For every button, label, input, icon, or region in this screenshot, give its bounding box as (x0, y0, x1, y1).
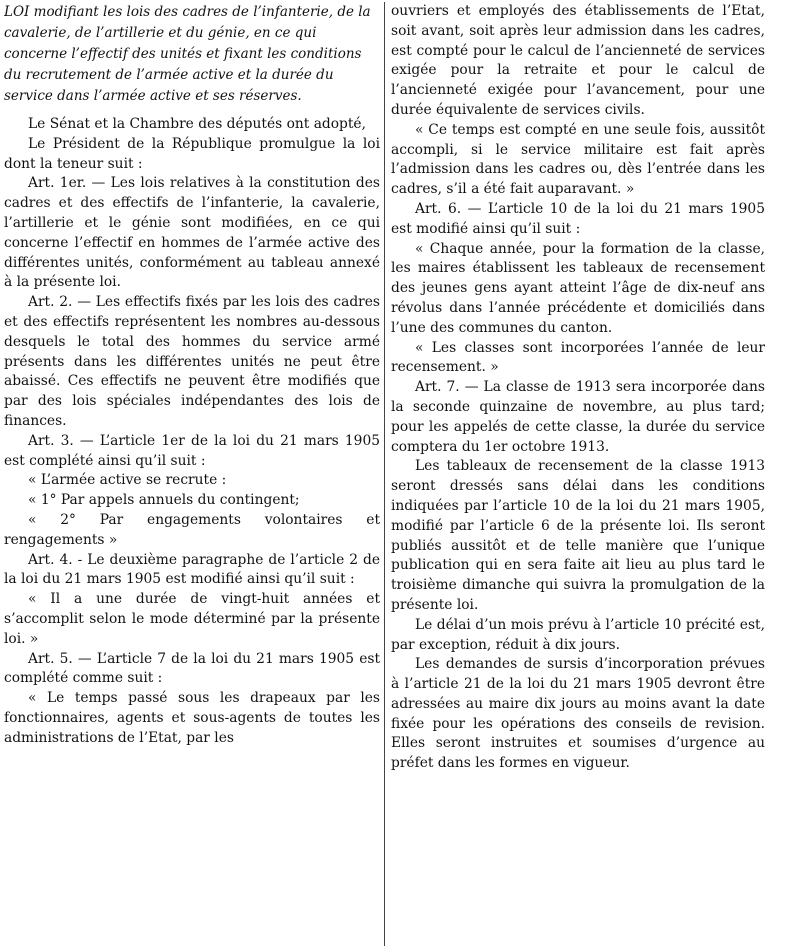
article-5-quote-2: « Ce temps est compté en une seule fois, aussitôt accompli, si le service militaire est fait après l’admission dans les cadres ou, dès l’entrée dans les cadres, s’il a été fait auparavant. » (391, 121, 765, 198)
article-5-quote-continued: ouvriers et employés des établissements de l’Etat, soit avant, soit après leur admission dans les cadres, est compté pour le calcul de l’ancienneté de services exigée pour la retraite et pour le calcul de l’ancienneté exigée pour l’avancement, pour une durée équivalente de services civils. (391, 3, 765, 118)
article-7-tables: Les tableaux de recensement de la classe 1913 seront dressés sans délai dans les conditions indiquées par l’article 10 de la loi du 21 mars 1905, modifié par l’article 6 de la présente loi. Ils seront publiés aussitôt et de telle manière que l’unique publication qui en sera faite ait lieu au plus tard le troisième dimanche qui suivra la promulgation de la présente loi. (391, 458, 765, 613)
article-7: Art. 7. — La classe de 1913 sera incorporée dans la seconde quinzaine de novembre, au plus tard; pour les appelés de cette classe, la durée du service comptera du 1er octobre 1913. (391, 379, 765, 455)
article-4: Art. 4. - Le deuxième paragraphe de l’article 2 de la loi du 21 mars 1905 est modifié ainsi qu’il suit : (4, 551, 380, 588)
article-6-quote-2: « Les classes sont incorporées l’année de leur recensement. » (391, 339, 765, 376)
article-3: Art. 3. — L’article 1er de la loi du 21 mars 1905 est complété ainsi qu’il suit : (4, 432, 380, 469)
left-column (4, 2, 384, 944)
right-column (385, 2, 765, 944)
law-title: LOI modifiant les lois des cadres de l’infanterie, de la cavalerie, de l’artillerie et du génie, en ce qui concerne l’effectif des unités et fixant les conditions du recrutement de l’armée active et la durée du service dans l’armée active et ses réserves. (4, 4, 371, 104)
paragraph-adoption: Le Sénat et la Chambre des députés ont adopté, (28, 116, 366, 132)
article-4-quote: « Il a une durée de vingt-huit années et s’accomplit selon le mode déterminé par la présente loi. » (4, 591, 380, 647)
article-5: Art. 5. — L’article 7 de la loi du 21 mars 1905 est complété comme suit : (4, 650, 380, 687)
article-1: Art. 1er. — Les lois relatives à la constitution des cadres et des effectifs de l’infanterie, la cavalerie, l’artillerie et le génie sont modifiées, en ce qui concerne l’effectif en hommes de l’armée active des différentes unités, conformément au tableau annexé à la présente loi. (4, 175, 380, 291)
article-7-deferrals: Les demandes de sursis d’incorporation prévues à l’article 21 de la loi du 21 mars 1905 devront être adressées au maire dix jours au moins avant la date fixée pour les opérations des conseils de revision. Elles seront instruites et soumises d’urgence au préfet dans les formes en vigueur. (391, 656, 765, 772)
article-2: Art. 2. — Les effectifs fixés par les lois des cadres et des effectifs représentent les nombres au-dessous desquels le total des hommes du service armé présents dans les différentes unités ne peut être abaissé. Ces effectifs ne peuvent être modifiés que par des lois spéciales indépendantes des lois de finances. (4, 294, 380, 429)
article-3-quote-3: « 2° Par engagements volontaires et rengagements » (4, 511, 380, 548)
article-5-quote-start: « Le temps passé sous les drapeaux par les fonctionnaires, agents et sous-agents de toutes les administrations de l’Etat, par les (4, 690, 380, 746)
article-6: Art. 6. — L’article 10 de la loi du 21 mars 1905 est modifié ainsi qu’il suit : (391, 200, 765, 237)
paragraph-promulgation: Le Président de la République promulgue la loi dont la teneur suit : (4, 135, 380, 172)
article-7-delay: Le délai d’un mois prévu à l’article 10 précité est, par exception, réduit à dix jours. (391, 616, 765, 653)
article-6-quote-1: « Chaque année, pour la formation de la classe, les maires établissent les tableaux de recensement des jeunes gens ayant atteint l’âge de dix-neuf ans révolus dans l’année précédente et domiciliés dans l’une des communes du canton. (391, 240, 765, 336)
article-3-quote-2: « 1° Par appels annuels du contingent; (28, 492, 300, 509)
article-3-quote-1: « L’armée active se recrute : (28, 472, 227, 489)
